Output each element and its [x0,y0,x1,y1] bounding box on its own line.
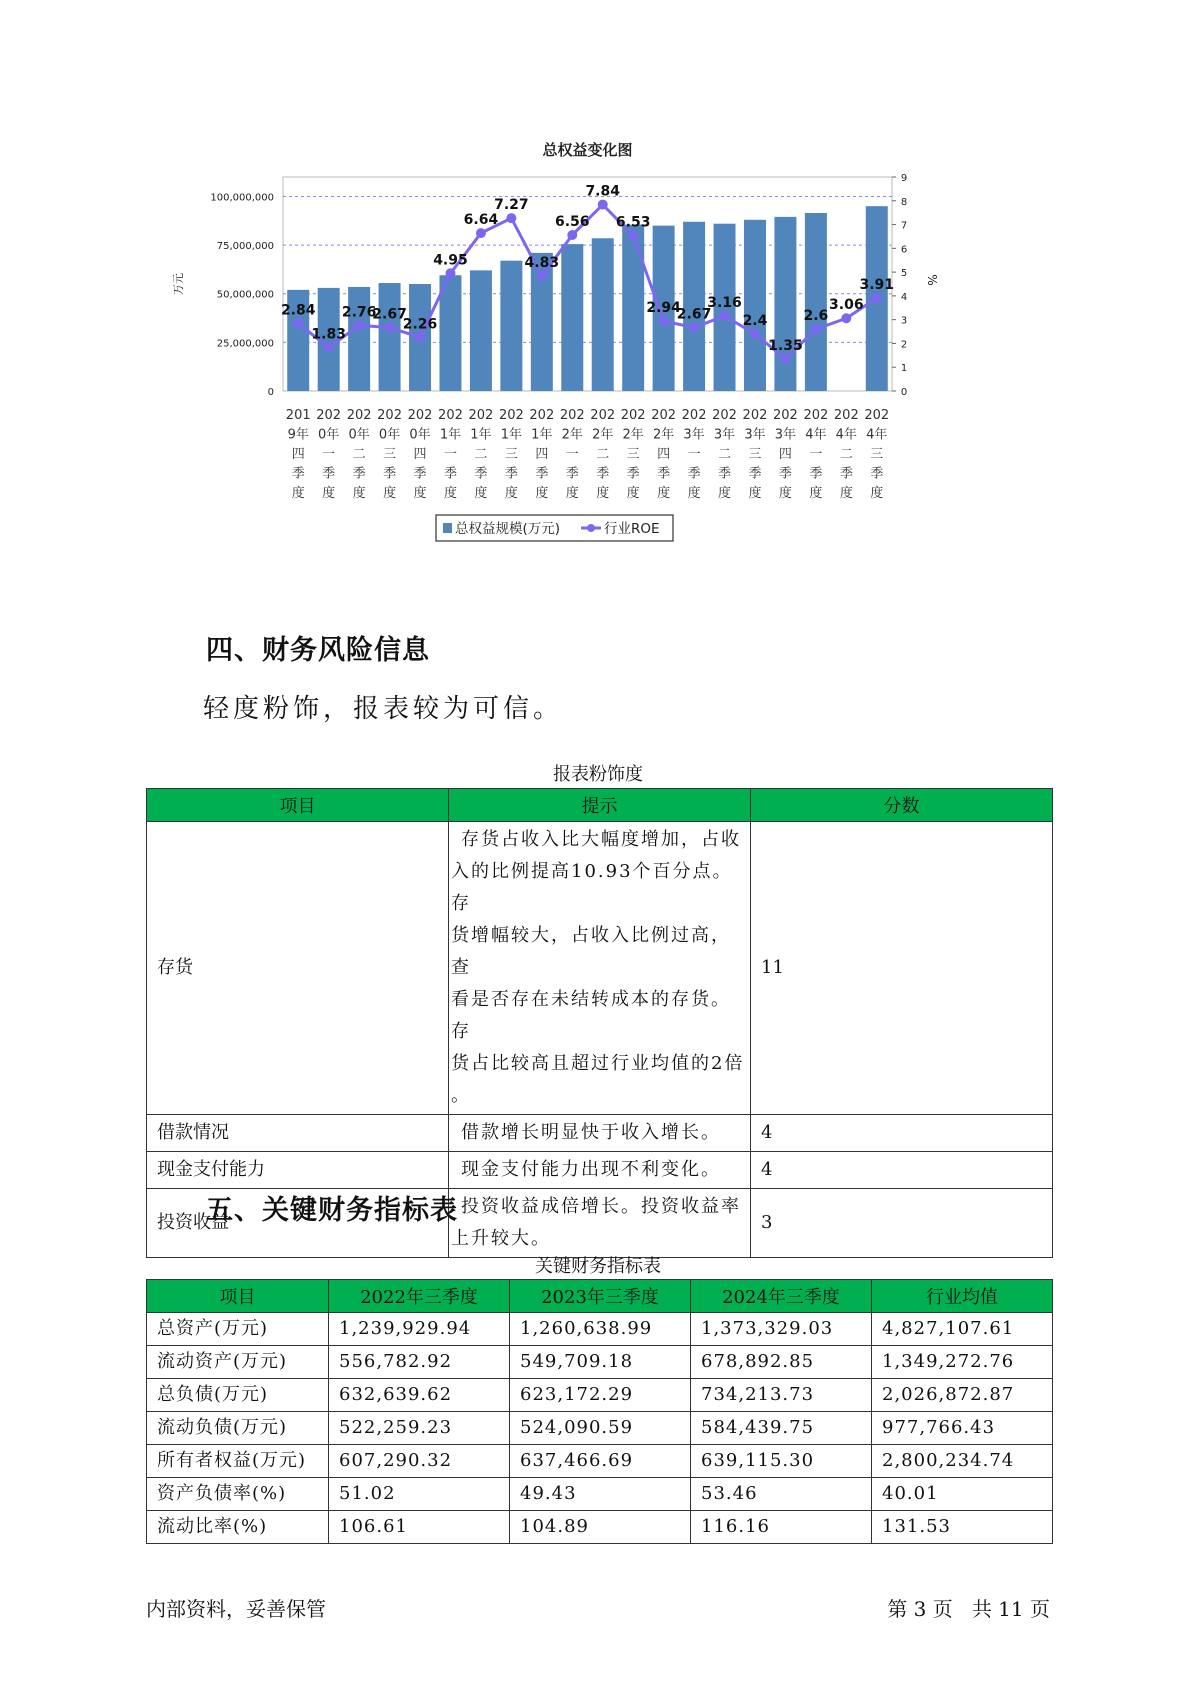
x-tick-label: 季 [504,466,518,482]
kpi-value: 2,800,234.74 [872,1445,1053,1478]
x-tick-label: 202 [468,408,494,423]
kpi-item: 流动资产(万元) [147,1346,329,1379]
x-tick-label: 季 [383,466,397,482]
x-tick-label: 1年 [439,427,462,443]
table-row [147,1511,1053,1544]
risk-tip-line: 入的比例提高10.93个百分点。存 [451,861,733,914]
x-tick-label: 4年 [835,427,857,443]
kpi-table-header-row [147,1280,1053,1313]
x-tick-label: 0年 [318,427,340,443]
kpi-item: 流动负债(万元) [147,1412,329,1445]
x-tick-label: 四 [778,447,792,462]
roe-point [537,271,547,281]
right-axis-tick-label: 6 [900,244,908,256]
x-tick-label: 202 [833,408,859,423]
x-tick-label: 四 [657,447,671,462]
kpi-header-cell: 行业均值 [872,1280,1053,1313]
left-axis-tick-label: 100,000,000 [210,192,274,204]
x-tick-label: 四 [413,447,427,462]
x-tick-label: 季 [322,466,336,482]
x-tick-label: 度 [474,486,488,501]
roe-point [445,268,455,278]
kpi-value: 584,439.75 [691,1412,872,1445]
x-tick-label: 度 [687,486,701,501]
x-tick-label: 0年 [378,427,401,443]
kpi-item: 所有者权益(万元) [147,1445,329,1478]
x-tick-label: 季 [778,466,792,482]
x-tick-label: 4年 [805,427,827,443]
roe-point [567,230,577,240]
kpi-value: 607,290.32 [329,1445,510,1478]
roe-point [811,324,821,334]
x-tick-label: 季 [596,466,610,482]
right-axis-tick-label: 4 [900,291,908,303]
x-tick-label: 3年 [713,427,736,443]
roe-data-label: 2.84 [280,302,316,319]
x-tick-label: 202 [620,408,646,423]
table-row [147,1412,1053,1445]
risk-tip-line: 货占比较高且超过行业均值的2倍 [451,1053,745,1074]
roe-point [659,316,669,326]
x-tick-label: 202 [651,408,677,423]
x-tick-label: 度 [565,486,579,501]
x-tick-label: 季 [474,466,488,482]
x-tick-label: 季 [687,466,701,482]
x-tick-label: 度 [322,486,336,501]
kpi-item: 总资产(万元) [147,1313,329,1346]
x-tick-label: 季 [718,466,732,482]
bar [500,261,522,391]
kpi-value: 4,827,107.61 [872,1313,1053,1346]
kpi-item: 总负债(万元) [147,1379,329,1412]
x-tick-label: 季 [839,466,853,482]
x-tick-label: 度 [809,486,823,501]
roe-point [415,332,425,342]
roe-point [354,320,364,330]
x-tick-label: 度 [778,486,792,501]
kpi-value: 549,709.18 [510,1346,691,1379]
x-tick-label: 三 [504,447,518,462]
roe-data-label: 6.64 [463,212,499,229]
right-axis-tick-label: 0 [900,387,908,398]
kpi-value: 623,172.29 [510,1379,691,1412]
x-tick-label: 季 [657,466,671,482]
left-axis-tick-label: 50,000,000 [216,289,274,301]
x-tick-label: 季 [352,466,366,482]
chart-title: 总权益变化图 [542,141,633,159]
kpi-value: 522,259.23 [329,1412,510,1445]
x-tick-label: 3年 [683,427,705,443]
legend-marker-roe [587,524,595,532]
roe-data-label: 2.26 [402,316,438,333]
x-tick-label: 202 [529,408,555,423]
x-tick-label: 度 [535,486,549,501]
x-tick-label: 季 [809,466,823,482]
kpi-value: 524,090.59 [510,1412,691,1445]
right-axis-label: % [925,274,939,286]
risk-tip-line: 投资收益成倍增长。投资收益率 [461,1196,741,1217]
right-axis-tick-label: 8 [900,196,908,208]
risk-tip [449,1115,751,1152]
x-tick-label: 度 [626,486,640,501]
x-tick-label: 0年 [348,427,370,443]
table-row [147,1346,1053,1379]
bar [744,220,766,391]
kpi-value: 639,115.30 [691,1445,872,1478]
x-tick-label: 二 [352,447,366,462]
roe-point [689,323,699,333]
kpi-value: 1,260,638.99 [510,1313,691,1346]
roe-data-label: 4.95 [433,252,468,269]
table-row [147,1313,1053,1346]
roe-point [385,323,395,333]
bar [470,270,492,391]
x-tick-label: 202 [773,408,798,423]
x-tick-label: 4年 [866,427,888,443]
kpi-value: 53.46 [691,1478,872,1511]
section4-heading: 四、财务风险信息 [206,635,430,666]
x-tick-label: 1年 [500,427,523,443]
roe-point [750,329,760,339]
kpi-item: 流动比率(%) [147,1511,329,1544]
kpi-value: 131.53 [872,1511,1053,1544]
table-row [147,1478,1053,1511]
x-tick-label: 3年 [744,427,766,443]
risk-tip-line: 看是否存在未结转成本的存货。存 [451,989,731,1042]
x-tick-label: 季 [443,466,457,482]
section5-heading: 五、关键财务指标表 [206,1195,458,1226]
x-tick-label: 一 [687,447,701,462]
kpi-value: 49.43 [510,1478,691,1511]
x-tick-label: 202 [681,408,707,423]
right-axis-tick-label: 2 [900,339,908,351]
kpi-value: 2,026,872.87 [872,1379,1053,1412]
x-tick-label: 9年 [287,427,309,443]
risk-header-item: 项目 [147,789,449,822]
x-tick-label: 0年 [409,427,431,443]
risk-tip-line: 。 [451,1085,471,1106]
x-tick-label: 二 [474,447,488,462]
risk-tip [449,1189,751,1258]
x-tick-label: 1年 [531,427,553,443]
right-axis-tick-label: 5 [900,268,908,280]
x-tick-label: 2年 [592,427,614,443]
risk-header-tip: 提示 [449,789,751,822]
x-tick-label: 季 [291,466,305,482]
roe-data-label: 6.53 [615,214,651,231]
risk-tip [449,822,751,1115]
roe-point [506,213,516,223]
roe-point [324,342,334,352]
risk-table-header-row [147,789,1053,822]
roe-data-label: 1.35 [768,337,803,354]
footer-left: 内部资料，妥善保管 [146,1597,326,1621]
roe-point [628,231,638,241]
plot-area [280,177,892,391]
kpi-value: 116.16 [691,1511,872,1544]
risk-score: 3 [751,1189,1053,1258]
footer-page-number: 第 3 页 共 11 页 [887,1597,1050,1621]
risk-item: 投资收益 [147,1189,449,1258]
x-tick-label: 一 [809,447,823,462]
roe-data-label: 2.94 [646,300,681,317]
x-tick-label: 度 [383,486,397,501]
bar [379,283,401,391]
x-tick-label: 三 [383,447,397,462]
x-tick-label: 三 [870,447,884,462]
kpi-table [146,1279,1053,1544]
x-tick-label: 一 [565,447,579,462]
x-tick-label: 202 [316,408,342,423]
left-axis-label: 万元 [172,273,185,295]
x-tick-label: 一 [322,447,336,462]
kpi-value: 1,373,329.03 [691,1313,872,1346]
table-row [147,1115,1053,1152]
right-axis-tick-label: 7 [900,220,908,232]
kpi-value: 734,213.73 [691,1379,872,1412]
roe-point [720,311,730,321]
kpi-header-cell: 2024年三季度 [691,1280,872,1313]
x-tick-label: 度 [291,486,305,501]
bar [561,244,583,391]
x-tick-label: 三 [626,447,640,462]
risk-tip [449,1152,751,1189]
kpi-value: 51.02 [329,1478,510,1511]
kpi-table-caption: 关键财务指标表 [535,1256,661,1277]
left-axis-tick-label: 0 [267,387,274,398]
x-tick-label: 度 [596,486,610,501]
x-tick-label: 2年 [652,427,675,443]
x-tick-label: 202 [377,408,402,423]
bar [774,217,796,391]
kpi-header-cell: 2023年三季度 [510,1280,691,1313]
roe-data-label: 2.67 [372,306,407,323]
x-tick-label: 二 [596,447,610,462]
bar [348,287,370,391]
kpi-header-cell: 2022年三季度 [329,1280,510,1313]
kpi-value: 1,349,272.76 [872,1346,1053,1379]
x-tick-label: 202 [803,408,829,423]
roe-data-label: 2.76 [341,304,377,321]
roe-data-label: 1.83 [311,326,346,343]
x-tick-label: 度 [748,486,762,501]
roe-data-label: 2.6 [803,308,829,325]
roe-data-label: 4.83 [524,255,560,272]
roe-data-label: 7.27 [494,197,529,214]
table-row [147,1152,1053,1189]
equity-chart-svg [160,140,1040,600]
risk-table-caption: 报表粉饰度 [553,764,643,785]
risk-score: 11 [751,822,1053,1115]
x-tick-label: 度 [504,486,518,501]
x-tick-label: 202 [559,408,585,423]
x-tick-label: 度 [870,486,884,501]
risk-item: 存货 [147,822,449,1115]
x-tick-label: 度 [839,486,853,501]
x-tick-label: 2年 [622,427,644,443]
x-tick-label: 季 [626,466,640,482]
x-tick-label: 202 [498,408,524,423]
legend-swatch-equity [443,523,452,533]
risk-tip-line: 货增幅较大，占收入比例过高，查 [451,925,731,978]
x-tick-label: 201 [285,408,311,423]
x-tick-label: 季 [870,466,884,482]
roe-data-label: 3.91 [859,277,895,294]
legend-label-roe: 行业ROE [604,521,660,537]
x-tick-label: 季 [748,466,762,482]
bar [592,238,614,391]
x-tick-label: 三 [748,447,762,462]
x-tick-label: 季 [535,466,549,482]
table-row [147,822,1053,1115]
kpi-value: 632,639.62 [329,1379,510,1412]
roe-data-label: 3.06 [829,297,864,314]
left-axis-tick-label: 75,000,000 [216,241,274,253]
roe-data-label: 2.67 [676,306,712,323]
right-axis-tick-label: 9 [900,173,908,184]
x-tick-label: 202 [590,408,616,423]
x-tick-label: 四 [535,447,549,462]
x-tick-label: 2年 [561,427,583,443]
x-tick-label: 202 [712,408,737,423]
x-tick-label: 202 [407,408,433,423]
right-axis-tick-label: 1 [900,363,908,375]
kpi-header-cell: 项目 [147,1280,329,1313]
x-tick-label: 202 [346,408,372,423]
x-tick-label: 度 [657,486,671,501]
bar [805,213,827,391]
kpi-value: 106.61 [329,1511,510,1544]
risk-score: 4 [751,1152,1053,1189]
x-tick-label: 度 [413,486,427,501]
kpi-value: 40.01 [872,1478,1053,1511]
kpi-value: 556,782.92 [329,1346,510,1379]
x-tick-label: 二 [839,447,853,462]
left-axis-tick-label: 25,000,000 [216,338,274,350]
table-row [147,1379,1053,1412]
x-tick-label: 202 [742,408,768,423]
roe-point [872,293,882,303]
roe-data-label: 7.84 [585,183,620,200]
risk-tip-line: 上升较大。 [451,1228,551,1249]
risk-item: 现金支付能力 [147,1152,449,1189]
roe-data-label: 3.16 [707,294,742,311]
x-tick-label: 度 [443,486,457,501]
x-tick-label: 202 [438,408,463,423]
risk-header-score: 分数 [751,789,1053,822]
right-axis-tick-label: 3 [900,315,908,327]
x-tick-label: 3年 [774,427,797,443]
x-tick-label: 季 [565,466,579,482]
roe-point [598,200,608,210]
kpi-item: 资产负债率(%) [147,1478,329,1511]
x-tick-label: 季 [413,466,427,482]
kpi-value: 637,466.69 [510,1445,691,1478]
risk-tip-line: 存货占收入比大幅度增加，占收 [461,829,741,850]
risk-score: 4 [751,1115,1053,1152]
kpi-value: 104.89 [510,1511,691,1544]
roe-point [293,318,303,328]
risk-tip-line: 现金支付能力出现不利变化。 [461,1159,721,1180]
kpi-value: 1,239,929.94 [329,1313,510,1346]
section4-summary: 轻度粉饰，报表较为可信。 [203,694,564,724]
table-row [147,1445,1053,1478]
x-tick-label: 202 [864,408,890,423]
roe-point [476,228,486,238]
x-tick-label: 四 [291,447,305,462]
risk-tip-line: 借款增长明显快于收入增长。 [461,1122,721,1143]
roe-point [841,313,851,323]
x-tick-label: 二 [718,447,732,462]
legend-label-equity: 总权益规模(万元) [455,521,561,537]
bar [622,225,644,391]
x-tick-label: 度 [718,486,732,501]
kpi-value: 977,766.43 [872,1412,1053,1445]
roe-data-label: 2.4 [742,312,768,329]
kpi-value: 678,892.85 [691,1346,872,1379]
x-tick-label: 一 [443,447,457,462]
risk-item: 借款情况 [147,1115,449,1152]
x-tick-label: 度 [352,486,366,501]
equity-chart [160,140,1040,600]
roe-point [780,354,790,364]
x-tick-label: 1年 [470,427,492,443]
roe-data-label: 6.56 [555,214,590,231]
